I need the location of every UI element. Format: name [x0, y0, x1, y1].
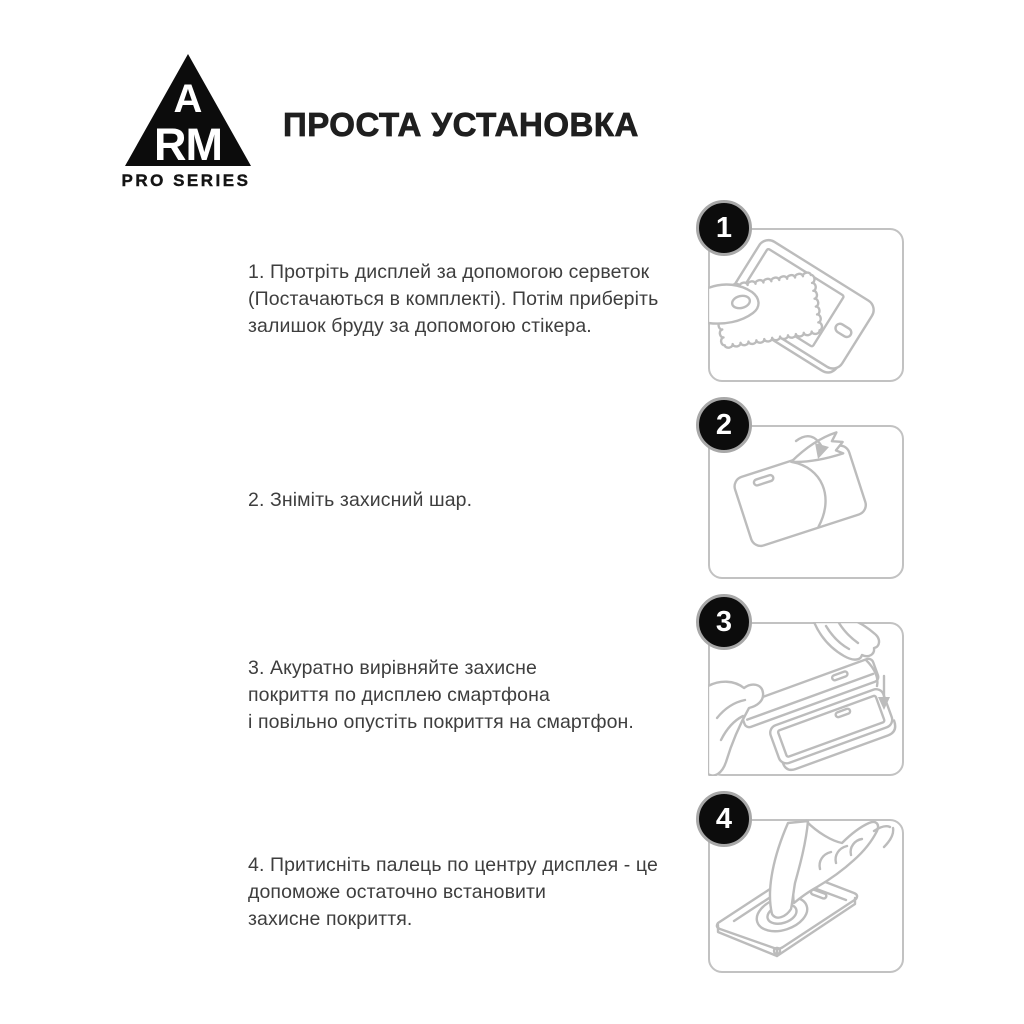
step-2-text	[248, 487, 718, 514]
step-4-text	[248, 852, 718, 933]
logo-letters-rm: RM	[154, 119, 222, 170]
step-4-number: 4	[715, 802, 733, 835]
step-2-number: 2	[715, 408, 733, 441]
step-3-line-3: і повільно опустіть покриття на смартфон.	[248, 711, 634, 733]
step-3-line-2: покриття по дисплею смартфона	[248, 684, 550, 706]
step-1-line-3: залишок бруду за допомогою стікера.	[248, 315, 592, 337]
step-1-line-1: 1. Протріть дисплей за допомогою серветок	[248, 261, 650, 283]
step-1-line-2: (Постачаються в комплекті). Потім приберіть	[248, 288, 659, 310]
step-1-number-badge	[696, 200, 752, 256]
step-4-line-1: 4. Притисніть палець по центру дисплея - це	[248, 854, 658, 876]
step-4-line-3: захисне покриття.	[248, 908, 413, 930]
step-3-number: 3	[715, 605, 733, 638]
step-4-line-2: допоможе остаточно встановити	[248, 881, 547, 903]
step-2-line-1: 2. Зніміть захисний шар.	[248, 489, 473, 511]
arm-triangle-logo-icon	[117, 50, 255, 170]
logo-letter-a: A	[173, 77, 203, 121]
page-title: ПРОСТА УСТАНОВКА	[283, 106, 639, 143]
step-3-number-badge	[696, 594, 752, 650]
step-2-number-badge	[696, 397, 752, 453]
step-4-number-badge	[696, 791, 752, 847]
step-3-text	[248, 655, 718, 736]
step-3-line-1: 3. Акуратно вирівняйте захисне	[248, 657, 537, 679]
step-1-text	[248, 259, 718, 340]
logo-subtitle: PRO SERIES	[121, 171, 251, 190]
step-1-number: 1	[715, 211, 733, 244]
brand-logo	[116, 50, 256, 191]
